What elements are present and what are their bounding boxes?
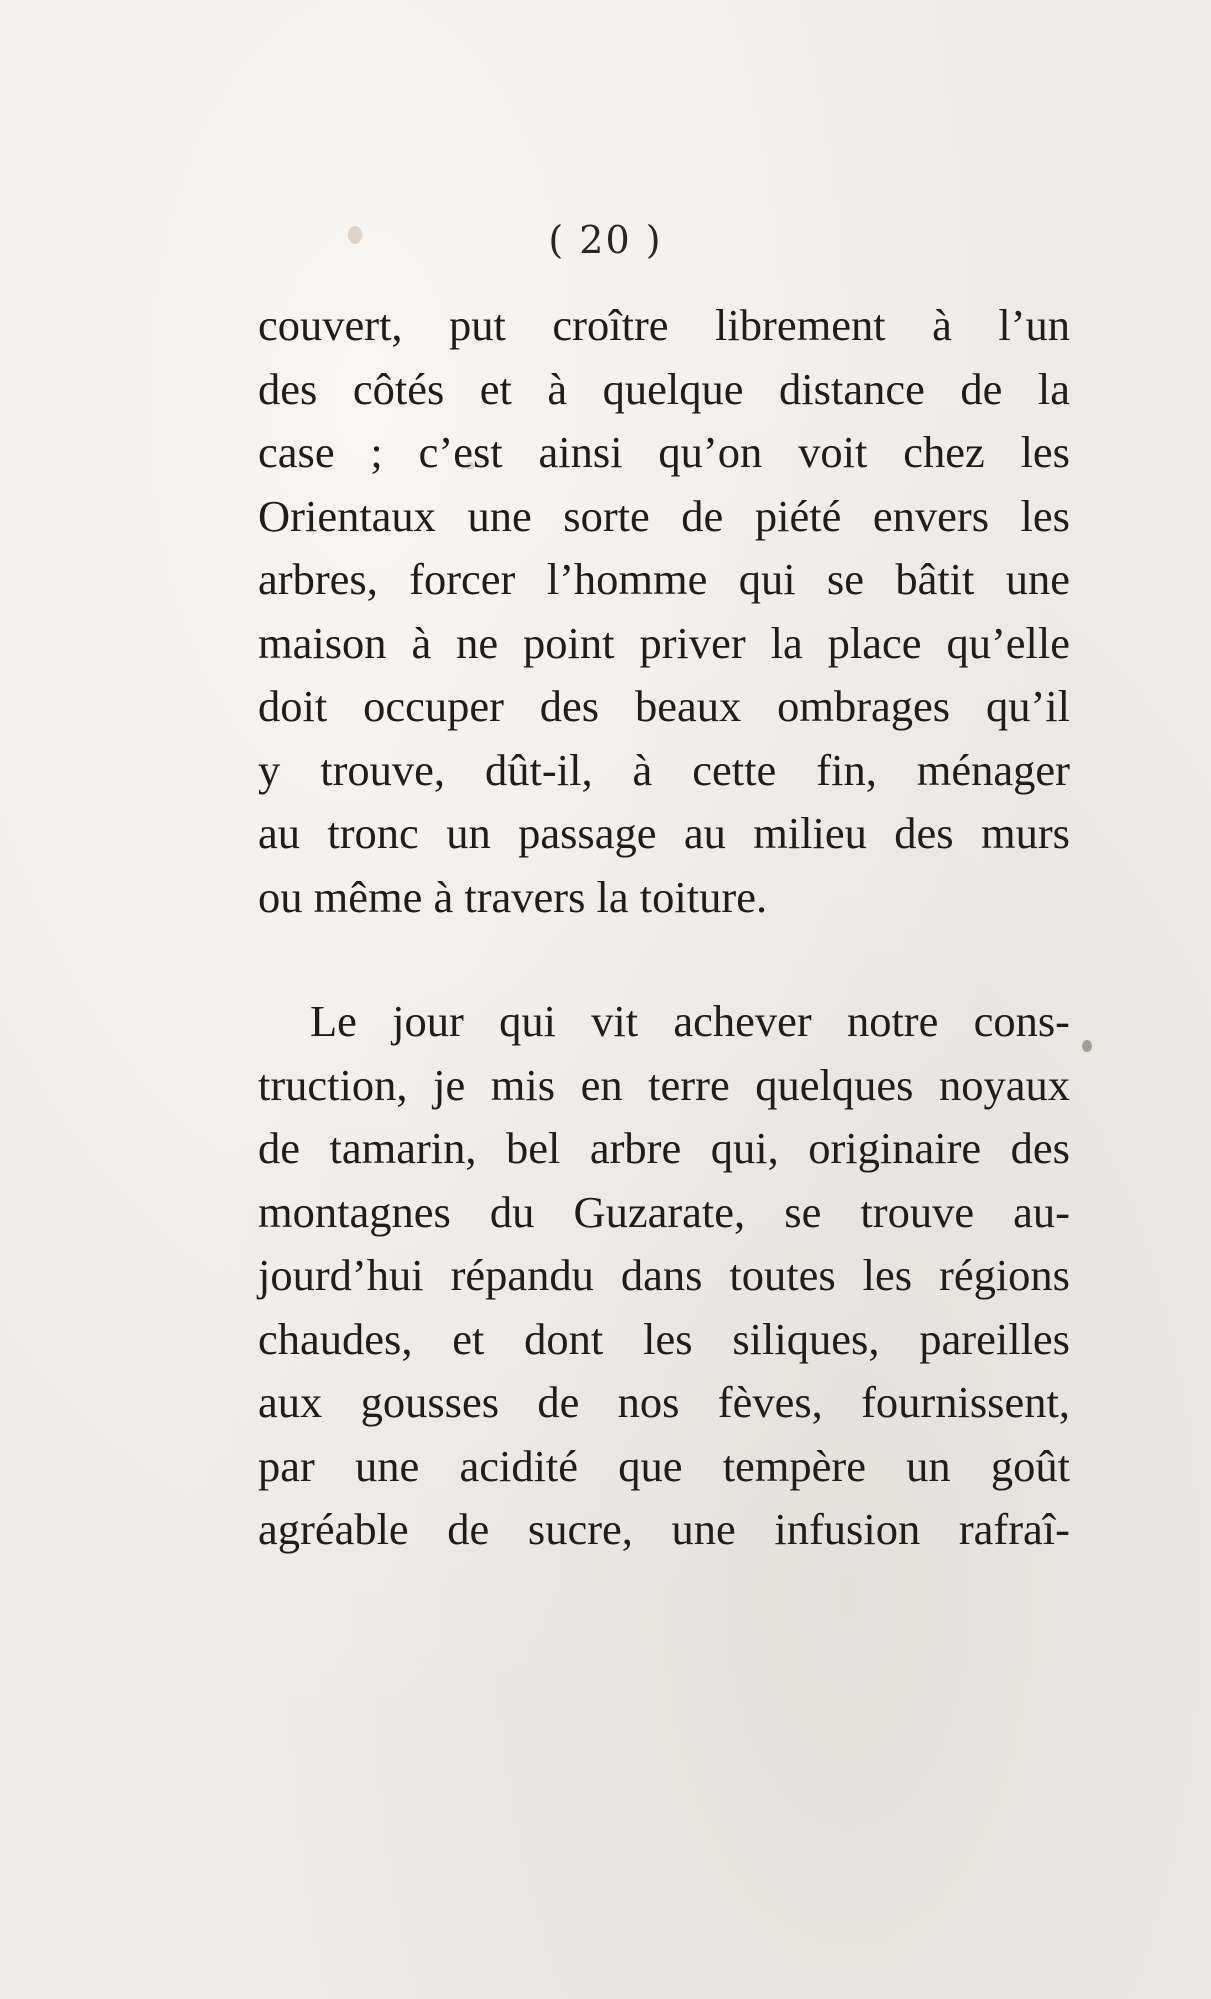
text-line: y trouve, dût-il, à cette fin, ménager <box>258 744 1070 795</box>
text-line: montagnes du Guzarate, se trouve au- <box>258 1186 1070 1237</box>
text-line: au tronc un passage au milieu des murs <box>258 808 1070 858</box>
text-line: chaudes, et dont les siliques, pareilles <box>258 1313 1070 1364</box>
text-line: des côtés et à quelque distance de la <box>258 363 1070 414</box>
paper-stain <box>1082 1040 1092 1052</box>
text-line: truction, je mis en terre quelques noyaux <box>258 1059 1070 1110</box>
text-line: agréable de sucre, une infusion rafraî- <box>258 1504 1070 1554</box>
text-line: de tamarin, bel arbre qui, originaire des <box>258 1123 1070 1173</box>
text-line: case ; c’est ainsi qu’on voit chez les <box>258 427 1070 477</box>
text-line: ou même à travers la toiture. <box>258 871 768 922</box>
text-line: jourd’hui répandu dans toutes les régions <box>258 1250 1070 1300</box>
text-line: doit occuper des beaux ombrages qu’il <box>258 681 1070 731</box>
text-line: par une acidité que tempère un goût <box>258 1440 1070 1491</box>
page-number: ( 20 ) <box>548 218 663 262</box>
text-line: aux gousses de nos fèves, fournissent, <box>258 1377 1070 1427</box>
text-line: arbres, forcer l’homme qui se bâtit une <box>258 554 1070 604</box>
text-line: Orientaux une sorte de piété envers les <box>258 490 1070 541</box>
text-line: couvert, put croître librement à l’un <box>258 300 1070 350</box>
text-line: maison à ne point priver la place qu’elle <box>258 617 1070 668</box>
paragraph-1 <box>258 294 1070 929</box>
text-line: Le jour qui vit achever notre cons- <box>310 996 1070 1046</box>
paragraph-2 <box>258 990 1070 1562</box>
